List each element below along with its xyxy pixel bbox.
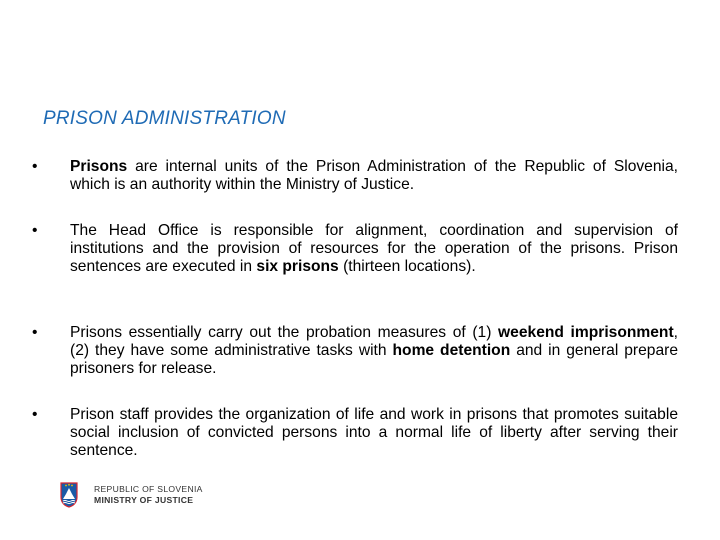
ministry-footer [60, 482, 203, 508]
bullet-text: and in general prepare prisoners for release. [70, 342, 678, 377]
page-title: PRISON ADMINISTRATION [43, 108, 286, 129]
bullet-dot: • [32, 324, 38, 341]
bullet-item-2 [28, 222, 678, 276]
bullet-item-4 [28, 406, 678, 460]
bullet-dot: • [32, 406, 38, 423]
bullet-text: The Head Office is responsible for alignment, coordination and supervision of institutions and the provision of resources for the operation of the prisons. Prison sentences are executed in [70, 222, 678, 275]
bullet-text: , (2) they have some administrative tasks with [70, 324, 678, 359]
bullet-text: (thirteen locations). [338, 258, 476, 275]
bold-term: home detention [392, 342, 511, 359]
slovenia-coat-of-arms-icon [60, 482, 78, 508]
bullet-item-1 [28, 158, 678, 194]
bullet-text: Prisons essentially carry out the probation measures of (1) [70, 324, 499, 341]
bold-term: Prisons [70, 158, 128, 175]
footer-republic: REPUBLIC OF SLOVENIA [94, 484, 203, 494]
bold-term: six prisons [256, 258, 339, 275]
bold-term: weekend imprisonment [498, 324, 674, 341]
bullet-text: Prison staff provides the organization of life and work in prisons that promotes suitable social inclusion of convicted persons into a normal life of liberty after serving their sentence. [70, 406, 678, 459]
bullet-dot: • [32, 222, 38, 239]
bullet-text: are internal units of the Prison Administration of the Republic of Slovenia, which is an authority within the Ministry of Justice. [70, 158, 678, 193]
bullet-item-3 [28, 324, 678, 378]
footer-ministry: MINISTRY OF JUSTICE [94, 495, 194, 505]
bullet-dot: • [32, 158, 38, 175]
